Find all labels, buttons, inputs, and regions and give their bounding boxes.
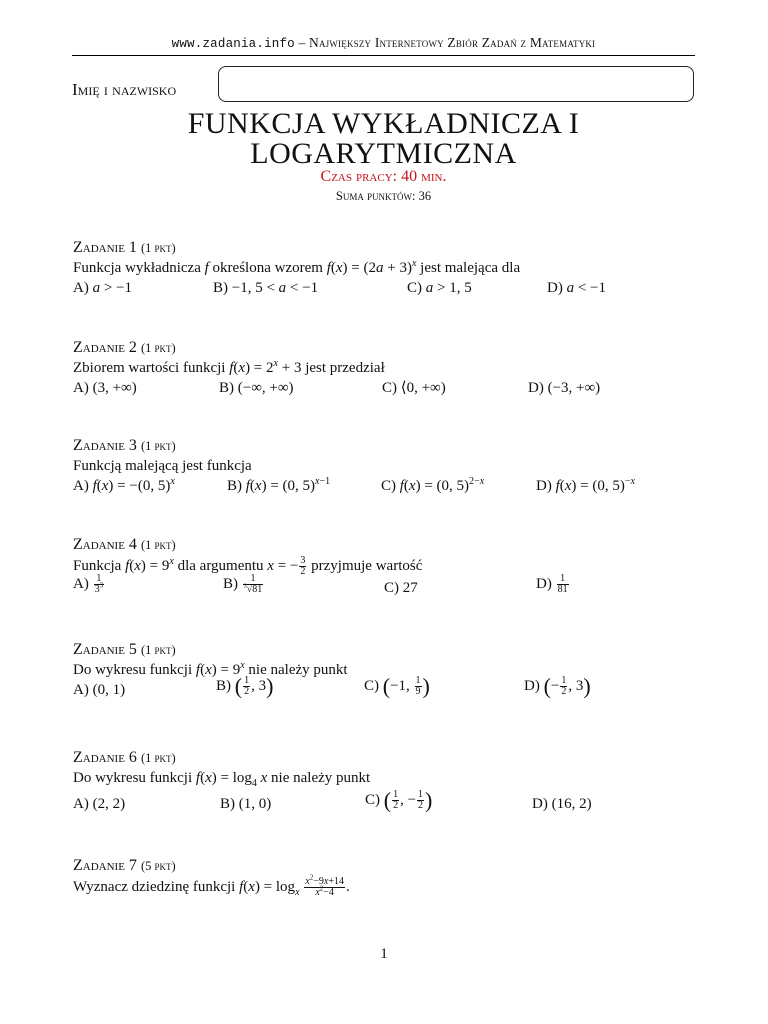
answer-b[interactable]: B) $\frac{1}{^3√81}$ (223, 573, 263, 596)
answer-d[interactable]: D) (16, 2) (532, 796, 592, 812)
answer-a[interactable]: A) (0, 1) (73, 682, 126, 698)
task-text: Do wykresu funkcji $f(x) = \log_4 x$ nie należy punkt (73, 770, 371, 789)
title-line-2: LOGARYTMICZNA (250, 137, 517, 170)
points-total: Suma punktów: 36 (335, 189, 432, 203)
site-link[interactable]: www.zadania.info (171, 37, 295, 51)
answer-b[interactable]: B) (1, 0) (220, 796, 272, 812)
title-line-1: FUNKCJA WYKŁADNICZA I (187, 107, 580, 140)
task-6 (73, 749, 703, 816)
task-text: Do wykresu funkcji $f(x) = 9^x$ nie należy punkt (73, 660, 348, 678)
answer-b[interactable]: B) f(x) = (0, 5)$^{x-1}$ (227, 476, 331, 494)
answer-c[interactable]: C) 27 (384, 580, 418, 596)
answer-options (73, 573, 703, 600)
task-text: Wyznacz dziedzinę funkcji $f(x) = \log_x$ $\frac{x^2-9x+14}{x^2-4}$ . (73, 873, 350, 898)
answer-d[interactable]: D) $\frac{1}{81}$ (536, 573, 568, 596)
task-heading: Zadanie 4 (1 pkt) (73, 536, 176, 553)
name-label: Imię i nazwisko (72, 80, 177, 99)
answer-c[interactable]: C) ( $\frac{1}{2}$ , − $\frac{1}{2}$ ) (365, 787, 433, 813)
answer-b[interactable]: B) ( $\frac{1}{2}$ , 3) (216, 673, 274, 699)
header-separator: – (294, 35, 309, 50)
work-time: Czas pracy: 40 min. (320, 168, 447, 185)
answer-d[interactable]: D) (− $\frac{1}{2}$ , 3) (524, 673, 591, 699)
answer-options (73, 476, 703, 498)
task-2 (73, 339, 703, 400)
answer-options (73, 378, 703, 400)
answer-a[interactable]: A) a > −1 (73, 280, 132, 296)
answer-a[interactable]: A) (3, +∞) (73, 380, 137, 396)
answer-b[interactable]: B) (−∞, +∞) (219, 380, 294, 396)
page-header (72, 35, 695, 51)
task-text: Funkcją malejącą jest funkcja (73, 458, 252, 474)
answer-a[interactable]: A) f(x) = −(0, 5)$^x$ (73, 476, 175, 494)
answer-c[interactable]: C) ⟨0, +∞) (382, 380, 446, 396)
answer-options (73, 278, 703, 300)
task-5 (73, 641, 703, 702)
task-heading: Zadanie 6 (1 pkt) (73, 749, 176, 766)
page-number: 1 (380, 946, 388, 962)
task-heading: Zadanie 3 (1 pkt) (73, 437, 176, 454)
task-7 (73, 857, 703, 902)
header-rule (72, 55, 695, 56)
answer-options (73, 673, 703, 702)
answer-a[interactable]: A) (2, 2) (73, 796, 126, 812)
task-text: Zbiorem wartości funkcji $f(x) = 2^x + 3$ jest przedział (73, 358, 385, 376)
answer-b[interactable]: B) −1, 5 < a < −1 (213, 280, 319, 296)
answer-d[interactable]: D) f(x) = (0, 5)$^{-x}$ (536, 476, 635, 494)
answer-a[interactable]: A) $\frac{1}{3^3}$ (73, 573, 104, 596)
answer-d[interactable]: D) (−3, +∞) (528, 380, 601, 396)
task-text: Funkcja wykładnicza f określona wzorem $f(x) = (2a + 3)^x$ jest malejąca dla (73, 258, 521, 276)
header-tagline: Największy Internetowy Zbiór Zadań z Matematyki (309, 35, 596, 50)
answer-c[interactable]: C) a > 1, 5 (407, 280, 472, 296)
answer-c[interactable]: C) f(x) = (0, 5)$^{2-x}$ (381, 476, 485, 494)
answer-c[interactable]: C) (−1, $\frac{1}{9}$ ) (364, 673, 430, 699)
task-4 (73, 536, 703, 600)
task-3 (73, 437, 703, 498)
name-field[interactable] (218, 66, 694, 102)
task-heading: Zadanie 5 (1 pkt) (73, 641, 176, 658)
task-heading: Zadanie 2 (1 pkt) (73, 339, 176, 356)
answer-d[interactable]: D) a < −1 (547, 280, 606, 296)
answer-options (73, 787, 703, 816)
task-text: Funkcja $f(x) = 9^x$ dla argumentu x = − $\frac{3}{2}$ przyjmuje wartość (73, 555, 423, 577)
task-heading: Zadanie 1 (1 pkt) (73, 239, 176, 256)
task-1 (73, 239, 703, 300)
task-heading: Zadanie 7 (5 pkt) (73, 857, 176, 874)
page-title (72, 109, 695, 169)
